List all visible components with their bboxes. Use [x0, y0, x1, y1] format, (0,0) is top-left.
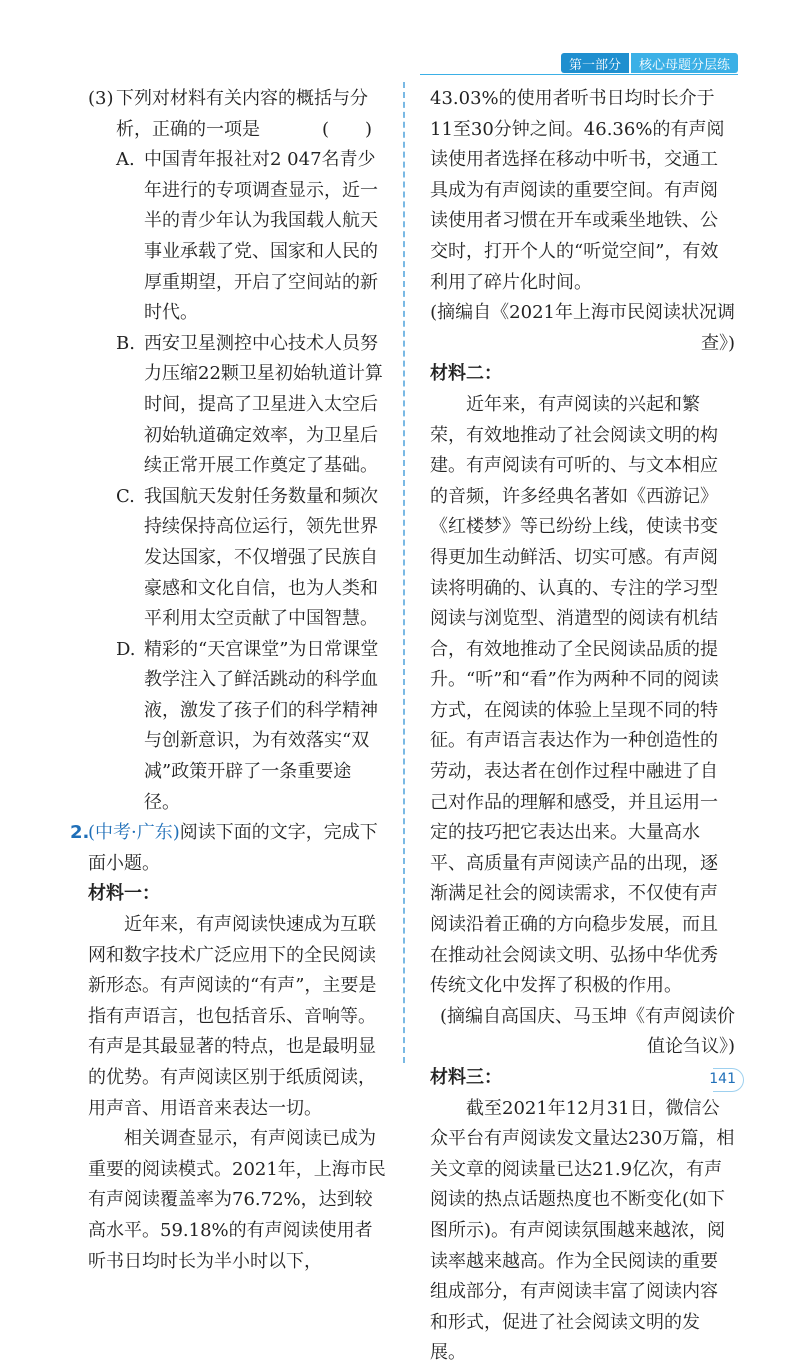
- part-label: 第一部分: [561, 53, 629, 73]
- option-a-label: A.: [116, 149, 135, 171]
- option-a-text: 中国青年报社对2 047名青少年进行的专项调查显示，近一半的青少年认为我国载人航天事业承载了党、国家和人民的厚重期望，开启了空间站的新时代。: [144, 149, 378, 324]
- right-column: [430, 84, 735, 1369]
- question-2: [70, 818, 386, 879]
- question-2-number: 2.: [70, 822, 90, 844]
- column-divider: [403, 82, 405, 1063]
- material-3-paragraph: 截至2021年12月31日，微信公众平台有声阅读发文量达230万篇，相关文章的阅读量已达21.9亿次，有声阅读的热点话题热度也不断变化(如下图所示)。有声阅读氛围越来越浓，阅读率越来越高。作为全民阅读的重要组成部分，有声阅读丰富了阅读内容和形式，促进了社会阅读文明的发展。: [430, 1097, 735, 1364]
- section-header: [561, 53, 738, 73]
- option-c-label: C.: [116, 485, 135, 507]
- material-1-paragraph-1: 近年来，有声阅读快速成为互联网和数字技术广泛应用下的全民阅读新形态。有声阅读的“有声”，主要是指有声语言，也包括音乐、音响等。有声是其最显著的特点，也是最明显的优势。有声阅读区别于纸质阅读，用声音、用语音来表达一切。: [88, 914, 377, 1119]
- question-3: [88, 84, 386, 145]
- material-3-title: 材料三：: [430, 1067, 502, 1088]
- section-label: 核心母题分层练: [631, 53, 738, 73]
- page-number: 141: [709, 1071, 736, 1087]
- left-column: [70, 84, 386, 1277]
- option-d: [88, 635, 386, 819]
- option-c-text: 我国航天发射任务数量和频次持续保持高位运行，领先世界发达国家，不仅增强了民族自豪感和文化自信，也为人类和平利用太空贡献了中国智慧。: [144, 485, 378, 630]
- option-b: [88, 329, 386, 482]
- material-1-source: (摘编自《2021年上海市民阅读状况调查》): [430, 302, 735, 354]
- option-b-label: B.: [116, 332, 135, 354]
- question-2-source: (中考·广东): [88, 822, 180, 844]
- question-3-label: (3): [88, 88, 114, 109]
- question-3-stem: 下列对材料有关内容的概括与分析，正确的一项是: [116, 88, 368, 140]
- answer-paren: ( ): [321, 118, 372, 140]
- header-rule: [420, 74, 738, 75]
- option-d-text: 精彩的“天宫课堂”为日常课堂教学注入了鲜活跳动的科学血液，激发了孩子们的科学精神与创新意识，为有效落实“双减”政策开辟了一条重要途径。: [144, 638, 379, 813]
- option-d-label: D.: [116, 638, 136, 660]
- material-2-title: 材料二：: [430, 363, 502, 385]
- option-c: [88, 482, 386, 635]
- material-1-continued: 43.03%的使用者听书日均时长介于11至30分钟之间。46.36%的有声阅读使用者选择在移动中听书，交通工具成为有声阅读的重要空间。有声阅读使用者习惯在开车或乘坐地铁、公交时，打开个人的“听觉空间”，有效利用了碎片化时间。: [430, 88, 725, 293]
- option-a: [88, 145, 386, 329]
- option-b-text: 西安卫星测控中心技术人员努力压缩22颗卫星初始轨道计算时间，提高了卫星进入太空后初始轨道确定效率，为卫星后续正常开展工作奠定了基础。: [144, 332, 383, 477]
- material-2-paragraph: 近年来，有声阅读的兴起和繁荣，有效地推动了社会阅读文明的构建。有声阅读有可听的、与文本相应的音频，许多经典名著如《西游记》《红楼梦》等已纷纷上线，使读书变得更加生动鲜活、切实可感。有声阅读将明确的、认真的、专注的学习型阅读与浏览型、消遣型的阅读有机结合，有效地推动了全民阅读品质的提升。“听”和“看”作为两种不同的阅读方式，在阅读的体验上呈现不同的特征。有声语言表达作为一种创造性的劳动，表达者在创作过程中融进了自己对作品的理解和感受，并且运用一定的技巧把它表达出来。大量高水平、高质量有声阅读产品的出现，逐渐满足社会的阅读需求，不仅使有声阅读沿着正确的方向稳步发展，而且在推动社会阅读文明、弘扬中华优秀传统文化中发挥了积极的作用。: [430, 393, 719, 997]
- material-1-paragraph-2: 相关调查显示，有声阅读已成为重要的阅读模式。2021年，上海市民有声阅读覆盖率为76.72%，达到较高水平。59.18%的有声阅读使用者听书日均时长为半小时以下，: [88, 1128, 386, 1272]
- material-2-source: (摘编自高国庆、马玉坤《有声阅读价值论刍议》): [439, 1005, 735, 1058]
- material-1-title: 材料一：: [88, 883, 160, 905]
- question-2-stem: 阅读下面的文字，完成下面小题。: [88, 822, 378, 874]
